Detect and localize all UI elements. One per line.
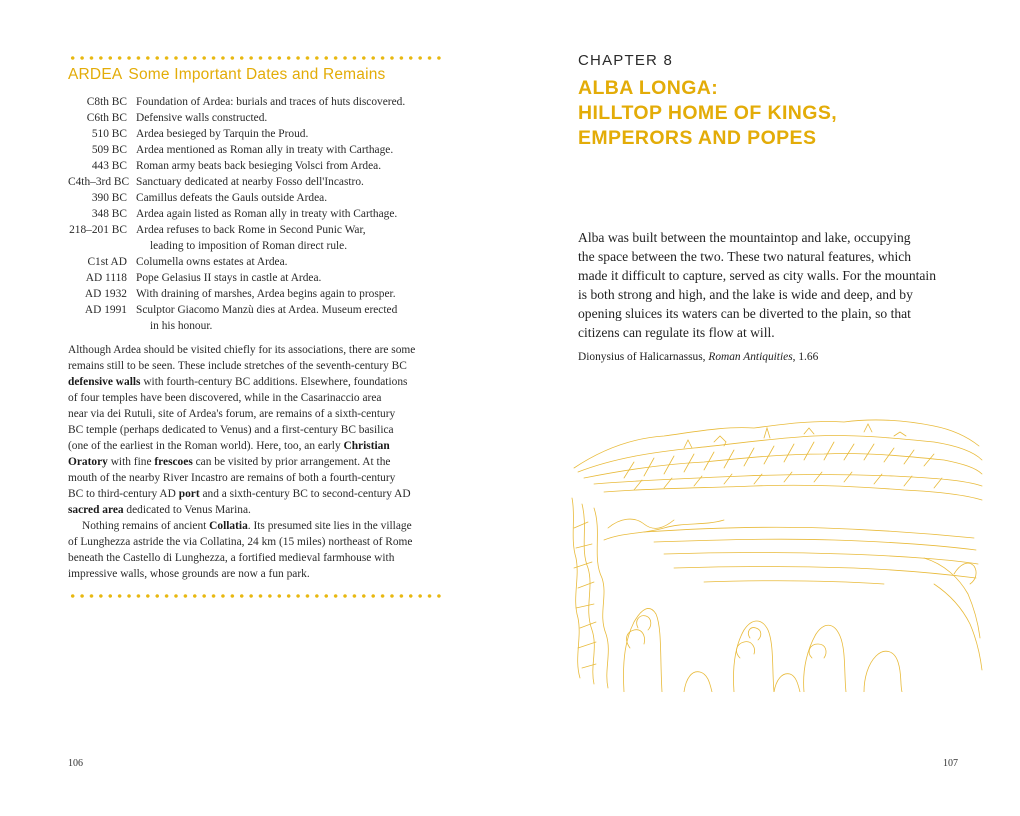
date-label: AD 1932 (84, 288, 127, 300)
bold-term: port (178, 488, 200, 500)
chapter-label: CHAPTER 8 (578, 52, 673, 69)
date-label: C8th BC (86, 96, 127, 108)
text-run: of Lunghezza astride the via Collatina, 24 km (15 miles) northeast of Rome (68, 536, 413, 548)
date-row (68, 206, 428, 222)
box-title-place: ARDEA (68, 66, 123, 83)
date-description-continued: in his honour. (150, 320, 213, 332)
date-label: 510 BC (91, 128, 127, 140)
box-title (68, 66, 448, 84)
text-line (68, 406, 440, 422)
date-description: Pope Gelasius II stays in castle at Ardea. (136, 272, 322, 284)
text-run: Although Ardea should be visited chiefly for its associations, there are some (68, 344, 416, 356)
text-run: of four temples have been discovered, while in the Casarinaccio area (68, 392, 382, 404)
text-run: and a sixth-century BC to second-century AD (199, 488, 411, 500)
date-label: 509 BC (91, 144, 127, 156)
date-description: Ardea again listed as Roman ally in treaty with Carthage. (136, 208, 398, 220)
body-text (68, 342, 440, 582)
quote-line: made it difficult to capture, served as city walls. For the mountain (578, 268, 937, 283)
date-label: AD 1991 (84, 304, 127, 316)
box-title-heading: Some Important Dates and Remains (128, 66, 386, 83)
date-description: Sanctuary dedicated at nearby Fosso dell'Incastro. (136, 176, 364, 188)
text-line (68, 534, 440, 550)
text-line (68, 454, 440, 470)
quote-line: Alba was built between the mountaintop and lake, occupying (578, 230, 911, 245)
text-line (68, 486, 440, 502)
text-run: can be visited by prior arrangement. At the (192, 456, 391, 468)
date-row (68, 286, 428, 302)
text-run: BC to third-century AD (68, 488, 179, 500)
date-description: Foundation of Ardea: burials and traces of huts discovered. (136, 96, 406, 108)
date-row (68, 94, 428, 110)
date-row (68, 126, 428, 142)
date-description-continued: leading to imposition of Roman direct rule. (150, 240, 348, 252)
text-run: with fine (107, 456, 155, 468)
date-row-continuation (68, 318, 428, 334)
text-run: . Its presumed site lies in the village (247, 520, 412, 532)
date-row-continuation (68, 238, 428, 254)
page-number-right: 107 (943, 758, 958, 769)
date-label: 218–201 BC (69, 224, 127, 236)
text-line (68, 422, 440, 438)
date-description: Camillus defeats the Gauls outside Ardea. (136, 192, 328, 204)
landscape-sketch-icon (564, 408, 984, 692)
text-line (68, 390, 440, 406)
text-line (68, 518, 440, 534)
date-label: 443 BC (91, 160, 127, 172)
paragraph-collatia (68, 518, 440, 582)
bold-term: Oratory (68, 456, 108, 468)
date-description: Columella owns estates at Ardea. (136, 256, 288, 268)
page-number-left: 106 (68, 758, 83, 769)
date-label: AD 1118 (85, 272, 127, 284)
date-row (68, 142, 428, 158)
text-run: near via dei Rutuli, site of Ardea's forum, are remains of a sixth-century (68, 408, 396, 420)
date-row (68, 174, 428, 190)
bold-term: Collatia (209, 520, 248, 532)
attribution-work: Roman Antiquities (708, 351, 793, 363)
text-run: mouth of the nearby River Incastro are remains of both a fourth-century (68, 472, 396, 484)
date-row (68, 222, 428, 238)
date-row (68, 270, 428, 286)
date-description: Sculptor Giacomo Manzù dies at Ardea. Museum erected (136, 304, 398, 316)
text-line (68, 358, 440, 374)
quote-line: citizens can regulate its flow at will. (578, 325, 775, 340)
text-run: BC temple (perhaps dedicated to Venus) and a first-century BC basilica (68, 424, 394, 436)
text-run: dedicated to Venus Marina. (123, 504, 251, 516)
date-description: With draining of marshes, Ardea begins again to prosper. (136, 288, 396, 300)
text-run: remains still to be seen. These include stretches of the seventh-century BC (68, 360, 407, 372)
date-description: Defensive walls constructed. (136, 112, 268, 124)
text-run: (one of the earliest in the Roman world). Here, too, an early (68, 440, 344, 452)
date-label: C1st AD (87, 256, 127, 268)
date-description: Ardea besieged by Tarquin the Proud. (136, 128, 309, 140)
text-line (68, 438, 440, 454)
text-line (68, 502, 440, 518)
date-label: 390 BC (91, 192, 127, 204)
quote-line: the space between the two. These two natural features, which (578, 249, 912, 264)
dotted-rule-bottom (68, 594, 444, 598)
right-page (510, 0, 1020, 816)
text-run: beneath the Castello di Lunghezza, a fortified medieval farmhouse with (68, 552, 395, 564)
bold-term: sacred area (68, 504, 124, 516)
chapter-title-line: ALBA LONGA: (578, 77, 719, 99)
quote-line: opening sluices its waters can be diverted to the plain, so that (578, 306, 911, 321)
date-row (68, 110, 428, 126)
bold-term: defensive walls (68, 376, 141, 388)
attribution-ref: , 1.66 (792, 351, 819, 363)
date-row (68, 190, 428, 206)
text-run: impressive walls, whose grounds are now a fun park. (68, 568, 310, 580)
bold-term: frescoes (154, 456, 193, 468)
text-line (68, 566, 440, 582)
date-row (68, 302, 428, 318)
epigraph-quote (578, 228, 950, 342)
date-row (68, 254, 428, 270)
bold-term: Christian (343, 440, 390, 452)
text-run: with fourth-century BC additions. Elsewhere, foundations (140, 376, 408, 388)
dates-list (68, 94, 428, 334)
date-label: C6th BC (86, 112, 127, 124)
chapter-title (578, 76, 837, 151)
chapter-title-line: HILLTOP HOME OF KINGS, (578, 102, 838, 124)
paragraph-ardea-remains (68, 342, 440, 518)
attribution-author: Dionysius of Halicarnassus, (578, 351, 706, 363)
text-line (68, 374, 440, 390)
text-line (68, 550, 440, 566)
date-description: Ardea refuses to back Rome in Second Punic War, (136, 224, 366, 236)
date-label: C4th–3rd BC (68, 176, 130, 188)
text-line (68, 470, 440, 486)
text-line (68, 342, 440, 358)
date-description: Ardea mentioned as Roman ally in treaty with Carthage. (136, 144, 394, 156)
quote-line: is both strong and high, and the lake is wide and deep, and by (578, 287, 913, 302)
text-run: Nothing remains of ancient (82, 520, 210, 532)
date-label: 348 BC (91, 208, 127, 220)
chapter-title-line: EMPERORS AND POPES (578, 127, 817, 149)
date-description: Roman army beats back besieging Volsci from Ardea. (136, 160, 382, 172)
dotted-rule-top (68, 56, 444, 60)
quote-attribution (578, 351, 818, 363)
date-row (68, 158, 428, 174)
